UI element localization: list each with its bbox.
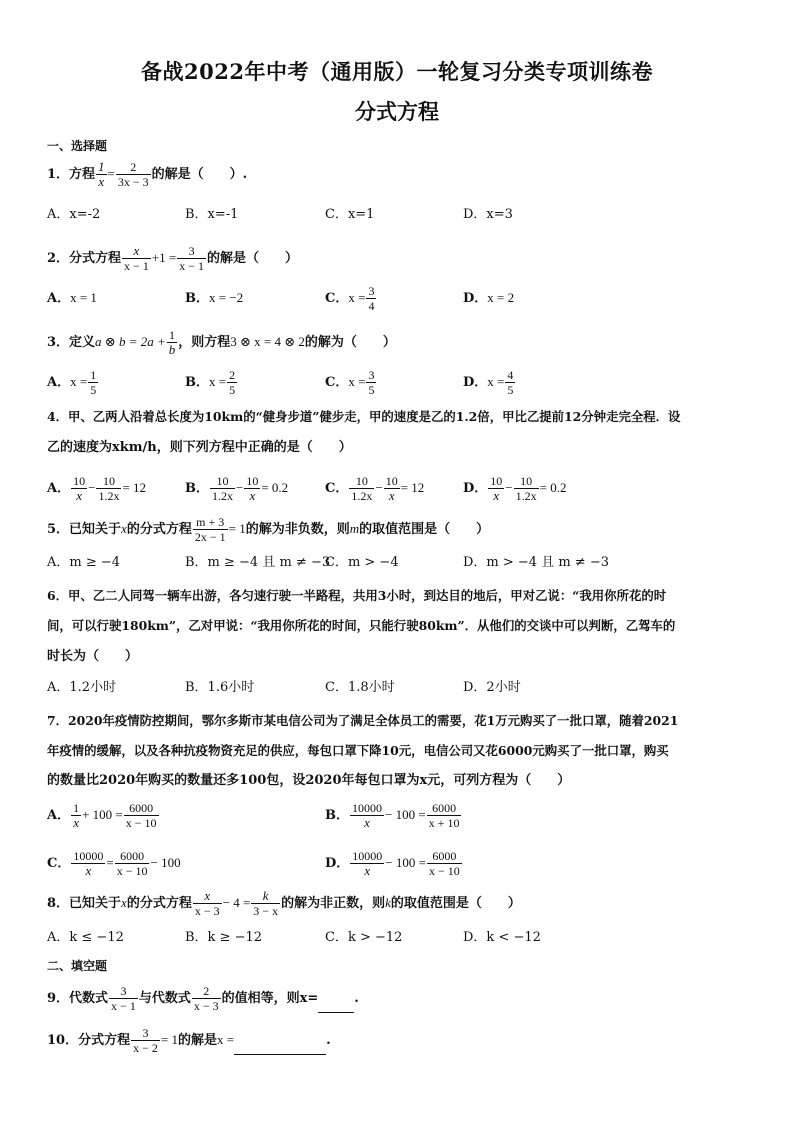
- question-10: 10．分式方程 $\frac{3}{x - 2}$ = 1的解是x = .: [47, 1026, 331, 1055]
- fraction: $\frac{k}{3 - x}$: [253, 888, 279, 918]
- q2-option-c[interactable]: C．x = $\frac{3}{4}$: [325, 284, 375, 313]
- question-7-line-1: 7．2020年疫情防控期间，鄂尔多斯市某电信公司为了满足全体员工的需要，花1万元购买了一批口罩，随着2021: [47, 713, 679, 728]
- question-6-line-1: 6．甲、乙二人同驾一辆车出游，各匀速行驶一半路程，共用3小时，到达目的地后，甲对乙说：“我用你所花的时: [47, 588, 667, 603]
- q8-option-b[interactable]: B．k ≥ −12: [185, 930, 263, 945]
- question-5: 5．已知关于x的分式方程 $\frac{m + 3}{2x - 1}$ = 1的解为非负数，则m的取值范围是（ ）: [47, 515, 490, 544]
- question-8: 8．已知关于x的分式方程 $\frac{x}{x - 3}$ − 4 = $\frac{k}{3 - x}$ 的解为非正数，则k的取值范围是（ ）: [47, 888, 521, 918]
- fraction: $\frac{1}{5}$: [90, 368, 97, 397]
- q5-option-a[interactable]: A．m ≥ −4: [47, 555, 121, 570]
- q3-option-b[interactable]: B．x = $\frac{2}{5}$: [185, 368, 236, 397]
- question-4-line-2: 乙的速度为xkm/h，则下列方程中正确的是（ ）: [47, 440, 352, 455]
- q2-option-d[interactable]: D．x = 2: [463, 290, 515, 306]
- fraction: $\frac{3}{5}$: [368, 368, 375, 397]
- q3-option-a[interactable]: A．x = $\frac{1}{5}$: [47, 368, 97, 397]
- q6-option-c[interactable]: C．1.8小时: [325, 680, 395, 695]
- section-heading-fill: 二、填空题: [47, 959, 108, 973]
- q2-option-a[interactable]: A．x = 1: [47, 290, 97, 306]
- q2-option-b[interactable]: B．x = −2: [185, 290, 244, 306]
- q8-option-c[interactable]: C．k > −12: [325, 930, 403, 945]
- fraction: $\frac{x}{x - 3}$: [194, 888, 220, 918]
- section-heading-choice: 一、选择题: [47, 139, 108, 153]
- page-subtitle: 分式方程: [355, 99, 439, 124]
- q6-option-a[interactable]: A．1.2小时: [47, 680, 117, 695]
- question-4-line-1: 4．甲、乙两人沿着总长度为10km的“健身步道”健步走，甲的速度是乙的1.2倍，甲比乙提前12分钟走完全程．设: [47, 409, 681, 424]
- q5-option-d[interactable]: D．m > −4 且 m ≠ −3: [463, 555, 609, 570]
- fraction: $\frac{1}{b}$: [168, 328, 176, 357]
- question-6-line-2: 间，可以行驶180km”，乙对甲说：“我用你所花的时间，只能行驶80km”．从他们的交谈中可以判断，乙驾车的: [47, 618, 676, 633]
- q3-option-d[interactable]: D．x = $\frac{4}{5}$: [463, 368, 514, 397]
- question-9: 9．代数式 $\frac{3}{x - 1}$ 与代数式 $\frac{2}{x - 3}$ 的值相等，则x= .: [47, 984, 359, 1013]
- q7-option-b[interactable]: B． $\frac{10000}{x}$ − 100 = $\frac{6000}{x + 10}$: [325, 801, 460, 830]
- q7-option-d[interactable]: D． $\frac{10000}{x}$ − 100 = $\frac{6000}{x - 10}$: [325, 849, 460, 878]
- fraction: $\frac{2}{5}$: [229, 368, 236, 397]
- question-7-line-2: 年疫情的缓解，以及各种抗疫物资充足的供应，每包口罩下降10元，电信公司又花6000元购买了一批口罩，购买: [47, 743, 669, 758]
- fraction: $\frac{m + 3}{2x - 1}$: [194, 515, 226, 544]
- q4-option-c[interactable]: C． $\frac{10}{1.2x}$ − $\frac{10}{x}$ = 12: [325, 474, 425, 503]
- fraction: $\frac{2}{3x - 3}$: [117, 160, 149, 189]
- question-1: 1．方程 $\frac{1}{x}$ = $\frac{2}{3x - 3}$ 的解是（ ）.: [47, 159, 248, 189]
- question-2: 2．分式方程 $\frac{x}{x - 1}$ +1 = $\frac{3}{x - 1}$ 的解是（ ）: [47, 243, 299, 273]
- fraction: $\frac{3}{x - 1}$: [179, 244, 205, 273]
- q5-option-b[interactable]: B．m ≥ −4 且 m ≠ −3: [185, 555, 331, 570]
- q5-option-c[interactable]: C．m > −4: [325, 555, 399, 570]
- q8-option-d[interactable]: D．k < −12: [463, 930, 541, 945]
- question-3: 3．定义a ⊗ b = 2a + $\frac{1}{b}$ ，则方程3 ⊗ x = 4 ⊗ 2的解为（ ）: [47, 328, 396, 357]
- q6-option-d[interactable]: D．2小时: [463, 680, 521, 695]
- q7-option-a[interactable]: A． $\frac{1}{x}$ + 100 = $\frac{6000}{x - 10}$: [47, 801, 157, 830]
- q4-option-d[interactable]: D． $\frac{10}{x}$ − $\frac{10}{1.2x}$ = 0.2: [463, 474, 567, 503]
- q8-option-a[interactable]: A．k ≤ −12: [47, 930, 124, 945]
- fraction: $\frac{3}{4}$: [368, 284, 375, 313]
- question-6-line-3: 时长为（ ）: [47, 649, 139, 664]
- q1-option-c[interactable]: C．x=1: [325, 207, 375, 222]
- fraction: $\frac{4}{5}$: [507, 368, 514, 397]
- answer-blank[interactable]: [318, 998, 354, 1013]
- fraction: $\frac{1}{x}$: [98, 159, 105, 189]
- question-7-line-3: 的数量比2020年购买的数量还多100包，设2020年每包口罩为x元，可列方程为（ ）: [47, 773, 571, 788]
- page-title: 备战2022年中考（通用版）一轮复习分类专项训练卷: [141, 59, 653, 84]
- q1-option-a[interactable]: A．x=-2: [47, 207, 101, 222]
- answer-blank[interactable]: [234, 1040, 326, 1055]
- fraction: $\frac{x}{x - 1}$: [124, 243, 149, 273]
- q6-option-b[interactable]: B．1.6小时: [185, 680, 255, 695]
- q4-option-b[interactable]: B． $\frac{10}{1.2x}$ − $\frac{10}{x}$ = 0.2: [185, 474, 289, 503]
- fraction: $\frac{2}{x - 3}$: [193, 984, 219, 1013]
- q1-option-d[interactable]: D．x=3: [463, 207, 513, 222]
- q7-option-c[interactable]: C． $\frac{10000}{x}$ = $\frac{6000}{x - 10}$ − 100: [47, 849, 181, 878]
- q3-option-c[interactable]: C．x = $\frac{3}{5}$: [325, 368, 375, 397]
- q1-option-b[interactable]: B．x=-1: [185, 207, 239, 222]
- q4-option-a[interactable]: A． $\frac{10}{x}$ − $\frac{10}{1.2x}$ = 12: [47, 474, 147, 503]
- fraction: $\frac{3}{x - 2}$: [133, 1026, 158, 1055]
- fraction: $\frac{3}{x - 1}$: [111, 984, 136, 1013]
